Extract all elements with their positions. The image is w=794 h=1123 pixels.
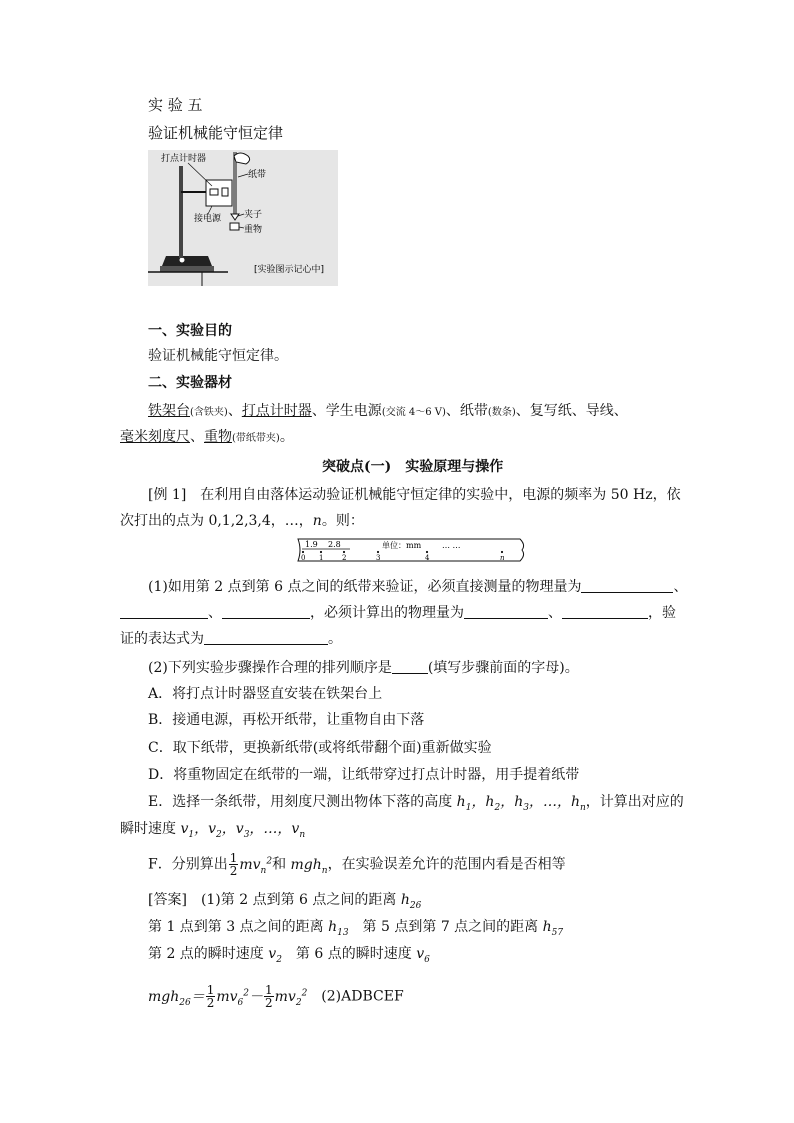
tape-dot <box>320 551 322 553</box>
equipment-ruler: 毫米刻度尺 <box>120 429 190 445</box>
equipment-misc: 、复写纸、导线、 <box>515 403 628 419</box>
equipment-tape: 、纸带 <box>445 403 488 419</box>
label-tape: 纸带 <box>248 170 267 180</box>
equipment-end: 。 <box>279 429 294 445</box>
answer-blank[interactable] <box>222 604 310 619</box>
answer-line-3 <box>148 945 430 969</box>
label-weight: 重物 <box>244 225 263 235</box>
answer-ke-2: $mv_2^2$ <box>274 988 308 1008</box>
question-1-verify: ，验 <box>648 605 676 621</box>
answer-ke-6: $mv_6^2-$ <box>216 988 264 1008</box>
purpose-text: 验证机械能守恒定律。 <box>148 348 288 364</box>
question-1-calc: ，必须计算出的物理量为 <box>310 605 464 621</box>
answer-blank[interactable] <box>120 604 208 619</box>
tape-dot <box>501 551 503 553</box>
fraction-half: $\frac{1}{2}$ <box>265 983 273 1011</box>
tape-distance-1: 1.9 <box>305 540 318 549</box>
tape-tick-n: n <box>500 554 505 562</box>
step-a: A．将打点计时器竖直安装在铁架台上 <box>148 686 383 702</box>
equipment-sep: 、 <box>227 403 242 419</box>
experiment-subtitle: 验证机械能守恒定律 <box>148 124 284 142</box>
example-intro-2 <box>120 512 364 530</box>
equipment-power: 、学生电源 <box>311 403 382 419</box>
step-e-calc: ，计算出对应的 <box>585 794 684 810</box>
answer-1-text: (1)第 2 点到第 6 点之间的距离 <box>200 892 401 908</box>
step-f-kinetic: $mv_n^2$ <box>239 856 273 876</box>
step-e-text: E．选择一条纸带，用刻度尺测出物体下落的高度 <box>148 794 457 810</box>
equipment-weight-note: (带纸带夹) <box>232 433 280 444</box>
question-2-hint: (填写步骤前面的字母)。 <box>427 660 579 676</box>
step-e-velocities: $v_1$，$v_2$，$v_3$，…，$v_n$ <box>180 821 306 840</box>
step-e-velocity-label: 瞬时速度 <box>120 821 181 837</box>
equipment-stand-note: (含铁夹) <box>190 407 228 418</box>
question-1-line-3 <box>120 630 342 648</box>
timer-plate <box>222 188 228 196</box>
answer-v6: $v_6$ <box>416 946 430 965</box>
stand-base-bottom <box>160 266 214 272</box>
stand-base <box>162 256 212 266</box>
equipment-sep-2: 、 <box>190 429 204 445</box>
tape-dot <box>343 551 345 553</box>
equipment-line-2 <box>120 428 294 448</box>
answer-h26: $h_{26}$ <box>400 892 422 911</box>
answer-h13: $h_{13}$ <box>328 919 349 938</box>
equipment-heading: 二、实验器材 <box>148 375 232 391</box>
tape-tick-1: 1 <box>319 554 324 562</box>
answer-blank[interactable] <box>581 578 673 593</box>
answer-blank[interactable] <box>204 630 328 645</box>
answer-h57: $h_{57}$ <box>542 919 564 938</box>
tape-distance-2: 2.8 <box>328 540 341 549</box>
step-b: B．接通电源，再松开纸带，让重物自由下落 <box>148 712 425 728</box>
tape-tick-0: 0 <box>301 554 306 562</box>
step-f-text: F．分别算出 <box>148 856 228 873</box>
question-2 <box>148 659 579 677</box>
answer-label: [答案] <box>148 892 187 908</box>
fraction-half: $\frac{1}{2}$ <box>206 983 215 1011</box>
answer-line-4 <box>148 984 404 1011</box>
equipment-stand: 铁架台 <box>148 403 190 419</box>
example-intro-end: 。则： <box>321 513 364 529</box>
question-2-text: (2)下列实验步骤操作合理的排列顺序是 <box>148 660 392 676</box>
label-power: 接电源 <box>194 214 222 224</box>
timer-coil <box>210 189 218 195</box>
base-screw <box>180 258 185 263</box>
tape-ellipsis: … … <box>442 541 461 550</box>
tape-dot <box>377 551 379 553</box>
step-e-heights: $h_1$，$h_2$，$h_3$，…，$h_n$ <box>456 794 586 813</box>
step-f-and: 和 <box>272 856 291 873</box>
answer-3-text-b: 第 6 点的瞬时速度 <box>281 946 417 962</box>
step-d: D．将重物固定在纸带的一端，让纸带穿过打点计时器，用手提着纸带 <box>148 767 580 783</box>
question-1-line-2 <box>120 604 676 622</box>
answer-blank[interactable] <box>464 604 548 619</box>
answer-blank[interactable] <box>562 604 648 619</box>
answer-order: (2)ADBCEF <box>307 988 404 1005</box>
step-f-potential: mgh$_n$ <box>290 856 328 876</box>
example-intro-n: n <box>312 513 322 529</box>
equipment-power-note: (交流 4～6 V) <box>381 407 446 418</box>
equipment-timer: 打点计时器 <box>241 403 312 419</box>
purpose-heading: 一、实验目的 <box>148 323 232 339</box>
question-1-expression: 证的表达式为 <box>120 631 204 647</box>
stand-rod <box>179 166 183 258</box>
equipment-tape-note: (数条) <box>487 407 516 418</box>
equipment-line-1 <box>148 402 628 422</box>
tape-diagram <box>296 537 526 563</box>
question-1-end: 。 <box>328 631 342 647</box>
question-1-text: (1)如用第 2 点到第 6 点之间的纸带来验证，必须直接测量的物理量为 <box>148 579 582 595</box>
answer-equation: mgh$_{26}$＝ <box>148 988 205 1008</box>
answer-line-1 <box>148 891 421 915</box>
step-e-line-2 <box>120 820 305 844</box>
figure-caption: [实验图示记心中] <box>254 265 325 275</box>
tape-tick-2: 2 <box>342 554 347 562</box>
answer-v2: $v_2$ <box>268 946 282 965</box>
question-1-sep-3: 、 <box>548 605 562 621</box>
tape-unit: 单位：mm <box>382 541 422 550</box>
question-1-sep-2: 、 <box>208 605 222 621</box>
fraction-half: $\frac{1}{2}$ <box>229 851 238 879</box>
label-timer: 打点计时器 <box>161 154 207 164</box>
answer-blank[interactable] <box>392 659 428 674</box>
step-f-compare: ，在实验误差允许的范围内看是否相等 <box>327 856 566 873</box>
answer-2-text: 第 1 点到第 3 点之间的距离 <box>148 919 329 935</box>
answer-line-2 <box>148 918 563 942</box>
answer-2-text-b: 第 5 点到第 7 点之间的距离 <box>348 919 543 935</box>
answer-3-text: 第 2 点的瞬时速度 <box>148 946 269 962</box>
step-e-line-1 <box>148 793 684 817</box>
tape-tick-4: 4 <box>425 554 430 562</box>
tape-dot <box>426 551 428 553</box>
label-clip: 夹子 <box>244 210 263 220</box>
step-f <box>148 852 566 879</box>
weight-icon <box>230 223 239 230</box>
equipment-weight: 重物 <box>204 429 232 445</box>
tape-dot <box>302 551 304 553</box>
experiment-title: 实 验 五 <box>148 96 203 114</box>
question-1-line-1 <box>148 578 687 596</box>
step-c: C．取下纸带，更换新纸带(或将纸带翻个面)重新做实验 <box>148 740 492 756</box>
breakpoint-title: 突破点(一) 实验原理与操作 <box>322 459 504 475</box>
example-intro-points: 次打出的点为 0,1,2,3,4，…， <box>120 513 313 529</box>
tape-tick-3: 3 <box>376 554 381 562</box>
example-intro-1: [例 1] 在利用自由落体运动验证机械能守恒定律的实验中，电源的频率为 50 Hz，依 <box>148 487 681 503</box>
question-1-sep: 、 <box>673 579 688 595</box>
apparatus-figure <box>148 150 338 286</box>
